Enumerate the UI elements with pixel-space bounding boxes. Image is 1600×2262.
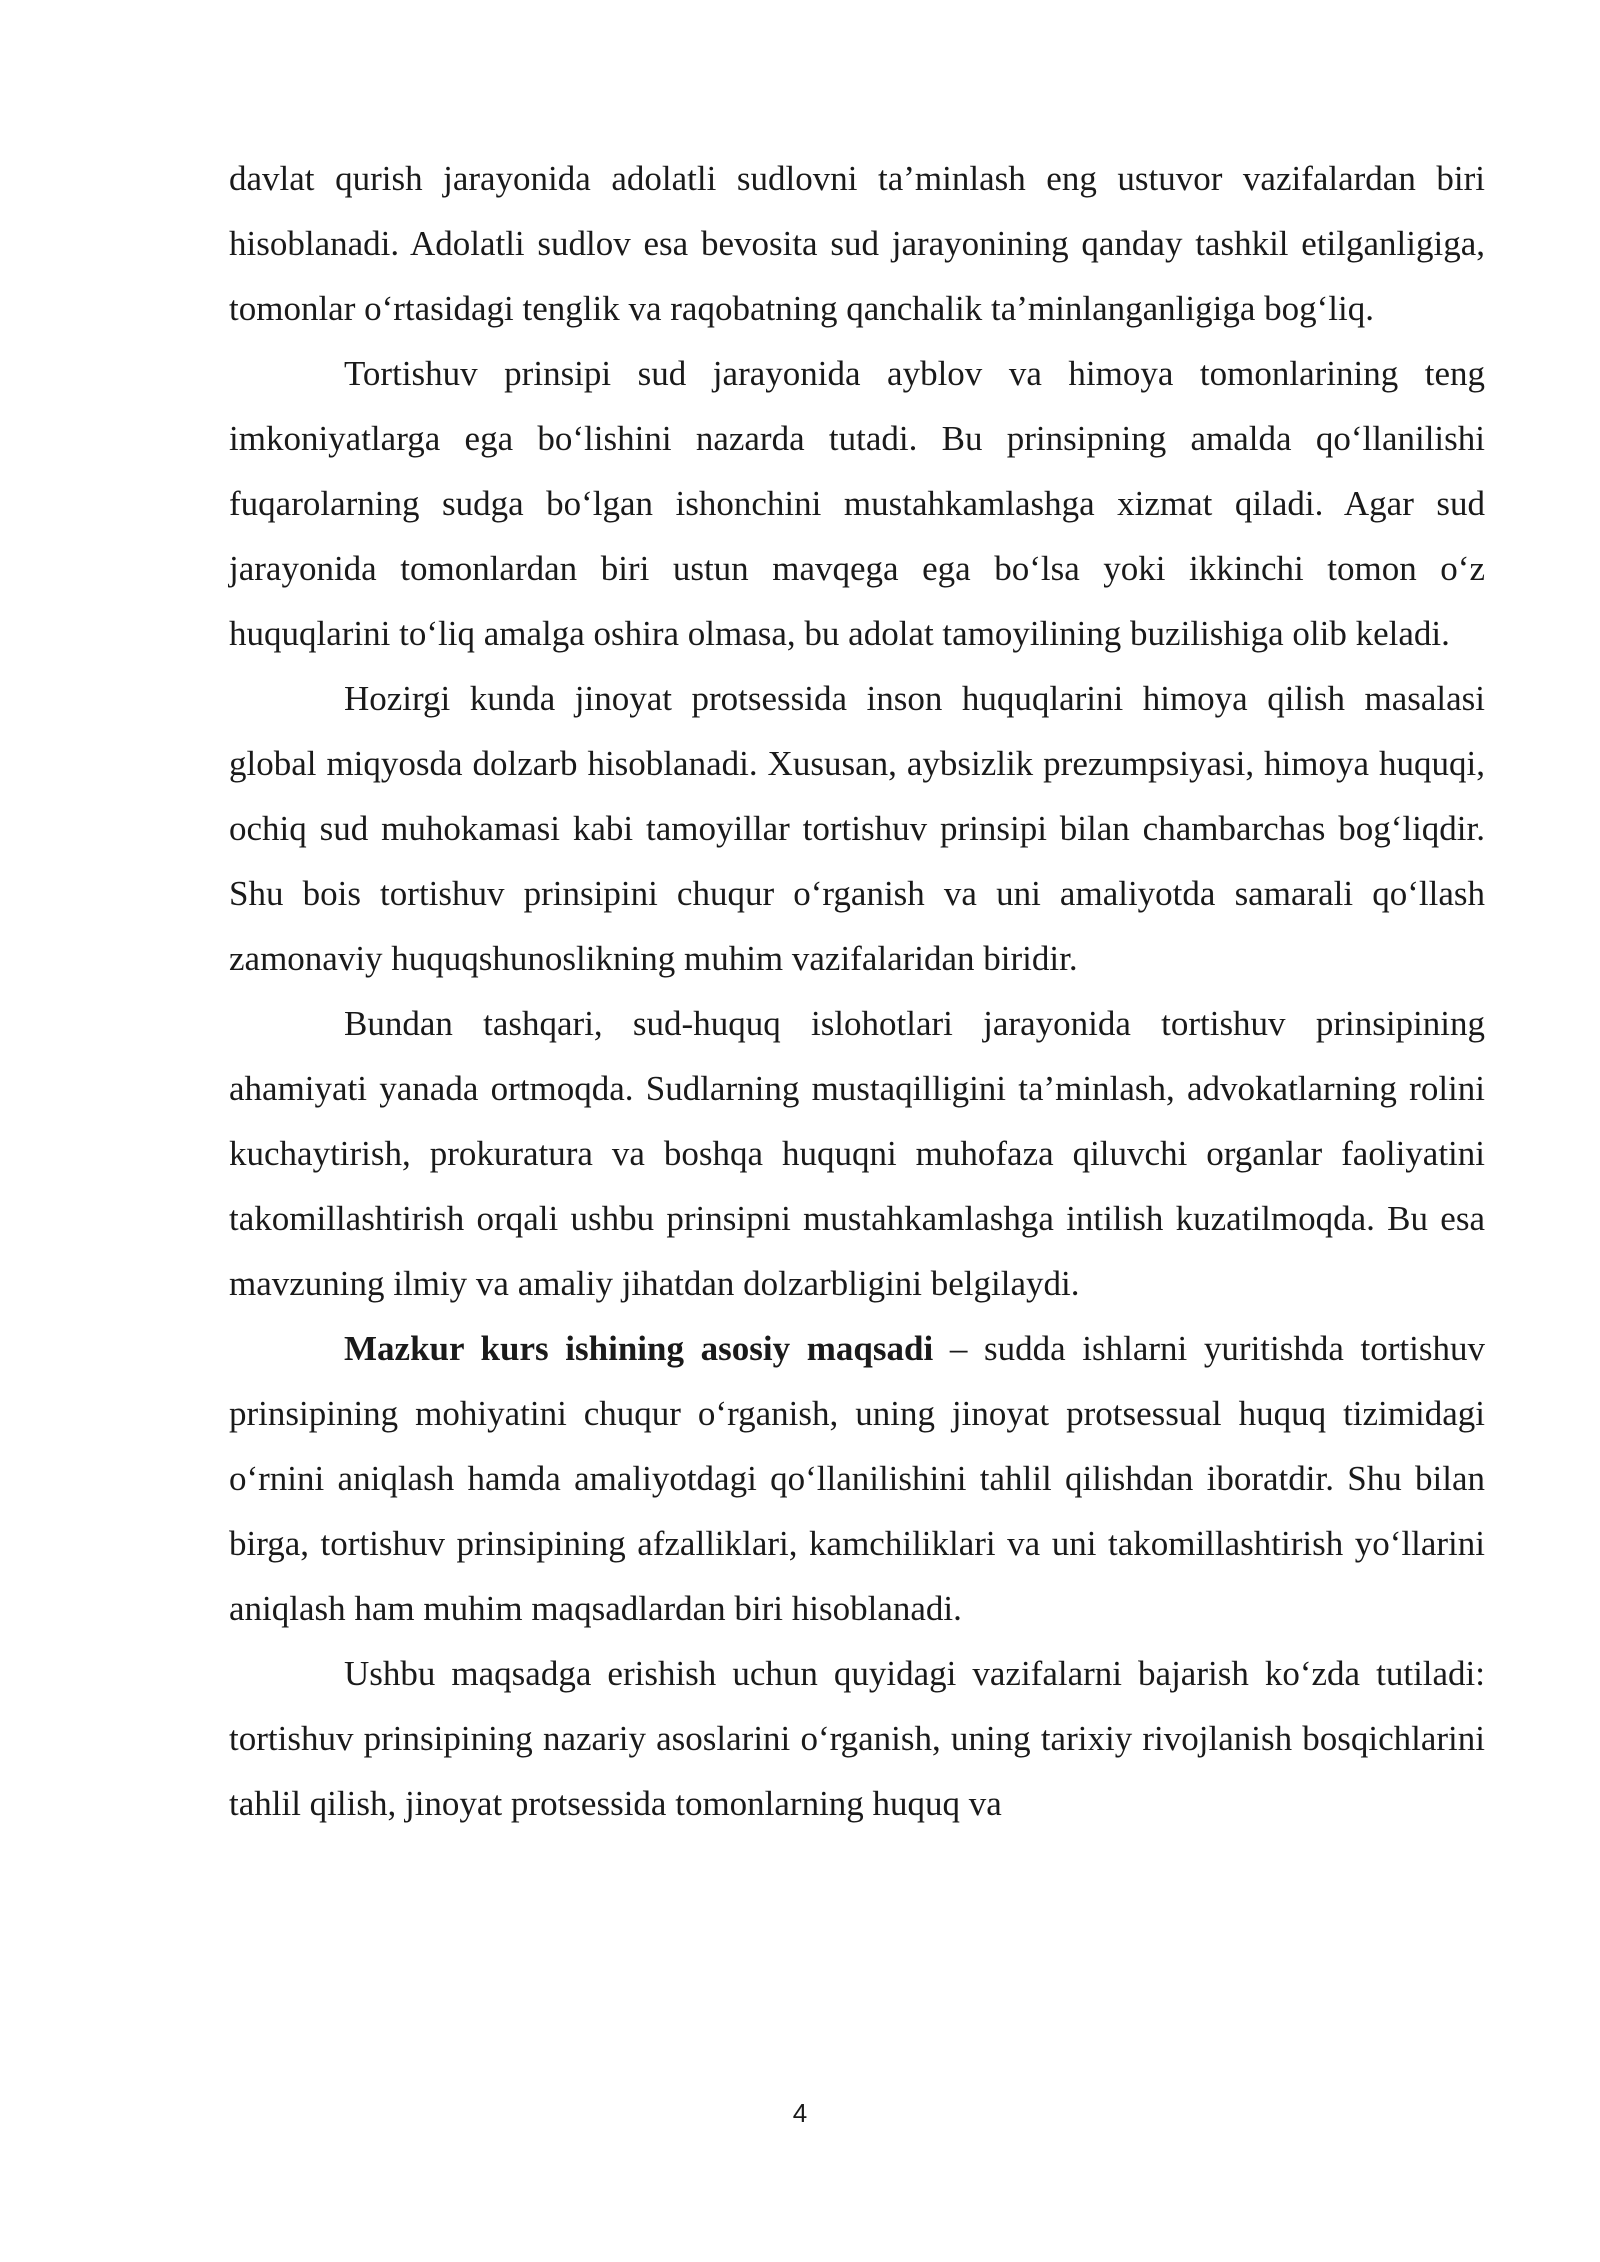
- page-number: 4: [792, 2098, 808, 2128]
- paragraph-vazifalar: Ushbu maqsadga erishish uchun quyidagi vazifalarni bajarish ko‘zda tutiladi: tortishuv prinsipining nazariy asoslarini o‘rganish, uning tarixiy rivojlanish bosqichlarini tahlil qilish, jinoyat protsessida tomonlarning huquq va: [229, 1654, 1485, 1823]
- body-text: [229, 146, 1485, 1836]
- paragraph-kurs-ishining-maqsadi: [229, 1316, 1485, 1641]
- paragraph-hozirgi-kunda: Hozirgi kunda jinoyat protsessida inson huquqlarini himoya qilish masalasi global miqyosda dolzarb hisoblanadi. Xususan, aybsizlik prezumpsiyasi, himoya huquqi, ochiq sud muhokamasi kabi tamoyillar tortishuv prinsipi bilan chambarchas bog‘liqdir. Shu bois tortishuv prinsipini chuqur o‘rganish va uni amaliyotda samarali qo‘llash zamonaviy huquqshunoslikning muhim vazifalaridan biridir.: [229, 679, 1485, 978]
- paragraph-tortishuv-prinsipi: Tortishuv prinsipi sud jarayonida ayblov va himoya tomonlarining teng imkoniyatlarga ega bo‘lishini nazarda tutadi. Bu prinsipning amalda qo‘llanilishi fuqarolarning sudga bo‘lgan ishonchini mustahkamlashga xizmat qiladi. Agar sud jarayonida tomonlardan biri ustun mavqega ega bo‘lsa yoki ikkinchi tomon o‘z huquqlarini to‘liq amalga oshira olmasa, bu adolat tamoyilining buzilishiga olib keladi.: [229, 354, 1485, 653]
- bold-lead-phrase: Mazkur kurs ishining asosiy maqsadi: [344, 1329, 934, 1368]
- paragraph-bundan-tashqari: Bundan tashqari, sud-huquq islohotlari jarayonida tortishuv prinsipining ahamiyati yanada ortmoqda. Sudlarning mustaqilligini ta’minlash, advokatlarning rolini kuchaytirish, prokuratura va boshqa huquqni muhofaza qiluvchi organlar faoliyatini takomillashtirish orqali ushbu prinsipni mustahkamlashga intilish kuzatilmoqda. Bu esa mavzuning ilmiy va amaliy jihatdan dolzarbligini belgilaydi.: [229, 1004, 1485, 1303]
- paragraph-maqsadi-text: – sudda ishlarni yuritishda tortishuv prinsipining mohiyatini chuqur o‘rganish, uning jinoyat protsessual huquq tizimidagi o‘rnini aniqlash hamda amaliyotdagi qo‘llanilishini tahlil qilishdan iboratdir. Shu bilan birga, tortishuv prinsipining afzalliklari, kamchiliklari va uni takomillashtirish yo‘llarini aniqlash ham muhim maqsadlardan biri hisoblanadi.: [229, 1329, 1485, 1628]
- paragraph-continuation: davlat qurish jarayonida adolatli sudlovni ta’minlash eng ustuvor vazifalardan biri hisoblanadi. Adolatli sudlov esa bevosita sud jarayonining qanday tashkil etilganligiga, tomonlar o‘rtasidagi tenglik va raqobatning qanchalik ta’minlanganligiga bog‘liq.: [229, 159, 1485, 328]
